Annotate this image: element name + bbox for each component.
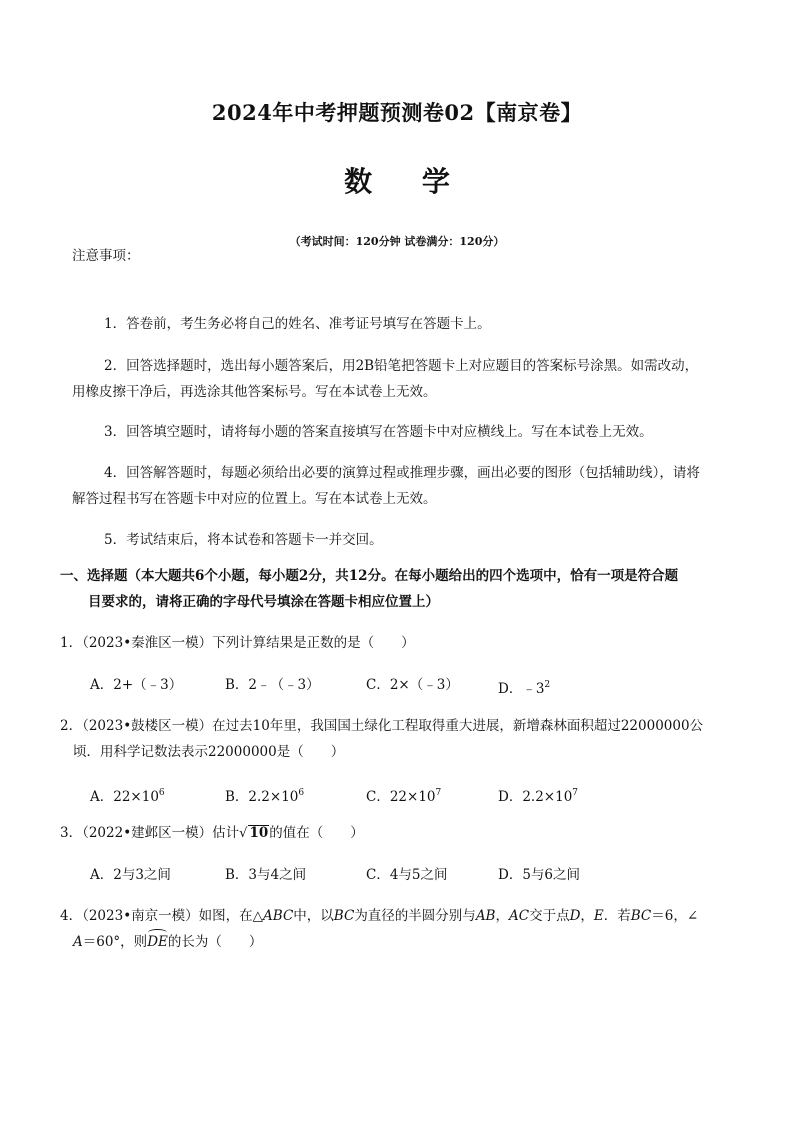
note-3: 3．回答填空题时，请将每小题的答案直接填写在答题卡中对应横线上。写在本试卷上无效。 bbox=[104, 424, 653, 440]
question-2-stem-cont: 顷．用科学记数法表示22000000是（ ） bbox=[73, 744, 345, 760]
question-3-option-a: A．2与3之间 bbox=[90, 867, 171, 883]
subject-title: 数 学 bbox=[344, 165, 470, 198]
note-2-cont: 用橡皮擦干净后，再选涂其他答案标号。写在本试卷上无效。 bbox=[72, 384, 437, 400]
question-3-stem: 3．（2022•建邺区一模）估计√ 10的值在（ ） bbox=[60, 825, 364, 841]
question-2-stem: 2．（2023•鼓楼区一模）在过去10年里，我国国土绿化工程取得重大进展，新增森林面积超过22000000公 bbox=[60, 718, 704, 734]
question-3-option-b: B．3与4之间 bbox=[225, 867, 307, 883]
note-5: 5．考试结束后，将本试卷和答题卡一并交回。 bbox=[104, 532, 383, 548]
question-1-option-a: A．2+（﹣3） bbox=[90, 677, 183, 693]
question-1-option-b: B．2﹣（﹣3） bbox=[225, 677, 320, 693]
note-4: 4．回答解答题时，每题必须给出必要的演算过程或推理步骤，画出必要的图形（包括辅助线），请将 bbox=[104, 465, 700, 481]
note-1: 1．答卷前，考生务必将自己的姓名、准考证号填写在答题卡上。 bbox=[104, 316, 491, 332]
question-3-option-d: D．5与6之间 bbox=[498, 867, 581, 883]
notes-title: 注意事项： bbox=[72, 248, 140, 264]
exam-title: 2024年中考押题预测卷02【南京卷】 bbox=[211, 100, 583, 125]
arc-de: DE bbox=[147, 934, 168, 950]
question-4-stem-cont: A＝60°，则DE的长为（ ） bbox=[73, 934, 263, 950]
question-3-option-c: C．4与5之间 bbox=[366, 867, 448, 883]
note-4-cont: 解答过程书写在答题卡中对应的位置上。写在本试卷上无效。 bbox=[72, 491, 437, 507]
question-1-stem: 1．（2023•秦淮区一模）下列计算结果是正数的是（ ） bbox=[60, 635, 415, 651]
section-heading-cont: 目要求的，请将正确的字母代号填涂在答题卡相应位置上） bbox=[88, 594, 439, 610]
question-2-option-a: A．$22\times 10^6$ bbox=[90, 788, 165, 805]
section-heading: 一、选择题（本大题共6个小题，每小题2分，共12分。在每小题给出的四个选项中，恰有一项是符合题 bbox=[60, 568, 679, 584]
question-4-stem: 4．（2023•南京一模）如图，在△ABC中，以BC为直径的半圆分别与AB，AC交于点D，E．若BC＝6，∠ bbox=[60, 908, 699, 924]
question-1-option-d: D．$﹣3^2$ bbox=[498, 680, 551, 697]
question-1-option-c: C．2×（﹣3） bbox=[366, 677, 459, 693]
note-2: 2．回答选择题时，选出每小题答案后，用2B铅笔把答题卡上对应题目的答案标号涂黑。如需改动， bbox=[104, 358, 699, 374]
exam-meta: （考试时间：120分钟 试卷满分：120分） bbox=[289, 235, 505, 248]
sqrt-value: 10 bbox=[249, 825, 269, 841]
question-2-option-c: C．$22\times 10^7$ bbox=[366, 788, 442, 805]
question-2-option-d: D．$2.2\times 10^7$ bbox=[498, 788, 579, 805]
question-2-option-b: B．$2.2\times 10^6$ bbox=[225, 788, 305, 805]
